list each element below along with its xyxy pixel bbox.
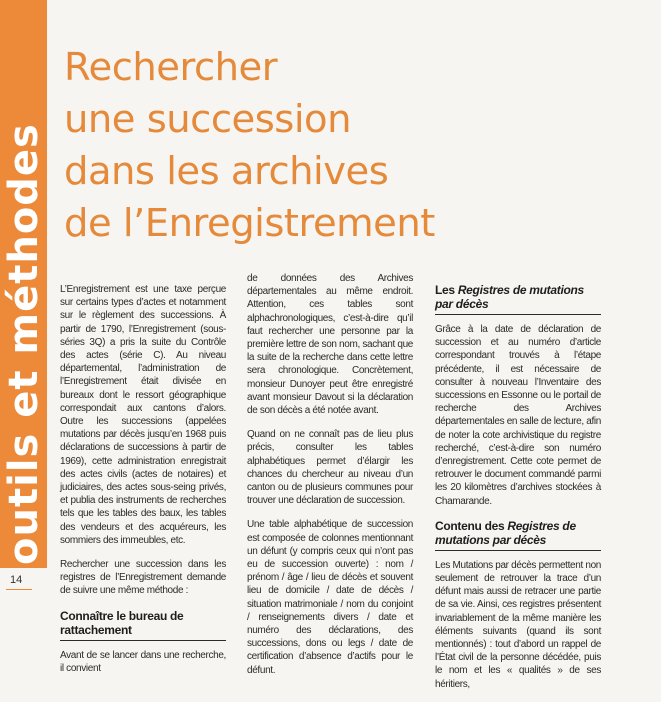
paragraph: L’Enregistrement est une taxe perçue sur certains types d’actes et notamment sur le règlement des successions. À partir de 1790, l’Enregistrement (sous-séries 3Q) a pris la suite du Contrôle des actes (série C). Au niveau départemental, l’administration de l’Enregistrement était divisée en bureaux dont le ressort géographique correspondait aux cantons d’alors. Outre les successions (appelées mutations par décès jusqu’en 1968 puis déclarations de successions à partir de 1969), cette administration enregistrait des actes civils (actes de notaires) et judiciaires, des actes sous-seing privés, et publia des instruments de recherches tels que les tables des baux, les tables des vendeurs et des acquéreurs, les sommiers des immeubles, etc. — [60, 284, 226, 546]
page-number: 14 — [10, 574, 23, 586]
paragraph: Une table alphabétique de succession est composée de colonnes mentionnant un défunt (y compris ceux qui n’ont pas eu de succession ouverte) : nom / prénom / âge / lieu de décès et souvent lieu de domicile / date de décès / situation matrimoniale / nom du conjoint / renseignements divers / date et numéro des déclarations, des successions, dons ou legs / date de certification d’absence d’actifs pour le défunt. — [247, 519, 413, 676]
paragraph: Rechercher une succession dans les registres de l’Enregistrement demande de suivre une même méthode : — [60, 559, 226, 597]
paragraph: Avant de se lancer dans une recherche, il convient — [60, 649, 226, 674]
text-column-2 — [247, 272, 413, 688]
subheading — [435, 519, 601, 551]
page-number-rule — [6, 589, 32, 590]
text-column-3 — [435, 283, 601, 702]
title-line: une succession — [64, 97, 351, 142]
subheading-italic: Registres de mutations par décès — [435, 283, 584, 311]
section-sidebar — [0, 0, 47, 568]
title-line: de l’Enregistrement — [64, 201, 435, 246]
paragraph: Grâce à la date de déclaration de succession et au numéro d’article correspondant trouvés à l’étape précédente, il est nécessaire de consulter à nouveau l’Inventaire des successions en Essonne ou le portail de recherche des Archives départementales en salle de lecture, afin de noter la cote archivistique du registre recherché, c’est-à-dire son numéro d’enregistrement. Cette cote permet de retrouver le document commandé parmi les 20 kilomètres d’archives stockées à Chamarande. — [435, 324, 601, 507]
text-column-1 — [60, 283, 226, 686]
title-line: dans les archives — [64, 149, 389, 194]
subheading-prefix: Les — [435, 283, 458, 297]
paragraph: de données des Archives départementales au même endroit. Attention, ces tables sont alphachronologiques, c’est-à-dire qu’il faut rechercher une personne par la première lettre de son nom, sachant que la suite de la recherche dans cette lettre sera chronologique. Concrètement, monsieur Dunoyer peut être enregistré avant monsieur Davout si la déclaration de son décès a été notée avant. — [247, 273, 413, 417]
paragraph: Les Mutations par décès permettent non seulement de retrouver la trace d’un défunt mais aussi de retracer une partie de sa vie. Ainsi, ces registres présentent invariablement de la même manière les éléments suivants (quand ils sont mentionnés) : tout d’abord un rappel de l’État civil de la personne décédée, puis le nom et les « qualités » de ses héritiers, — [435, 559, 601, 690]
subheading — [435, 283, 601, 315]
subheading-italic: Registres de mutations par décès — [435, 518, 576, 547]
paragraph: Quand on ne connaît pas de lieu plus précis, consulter les tables alphabétiques permet d’élargir les chances du chercheur au niveau d’un canton ou de plusieurs communes pour trouver une déclaration de succession. — [247, 429, 413, 507]
article-title — [64, 42, 435, 250]
subheading: Connaître le bureau de rattachement — [60, 609, 226, 641]
subheading-prefix: Contenu des — [435, 518, 508, 533]
title-line: Rechercher — [64, 45, 278, 90]
section-label: outils et méthodes — [1, 123, 47, 565]
